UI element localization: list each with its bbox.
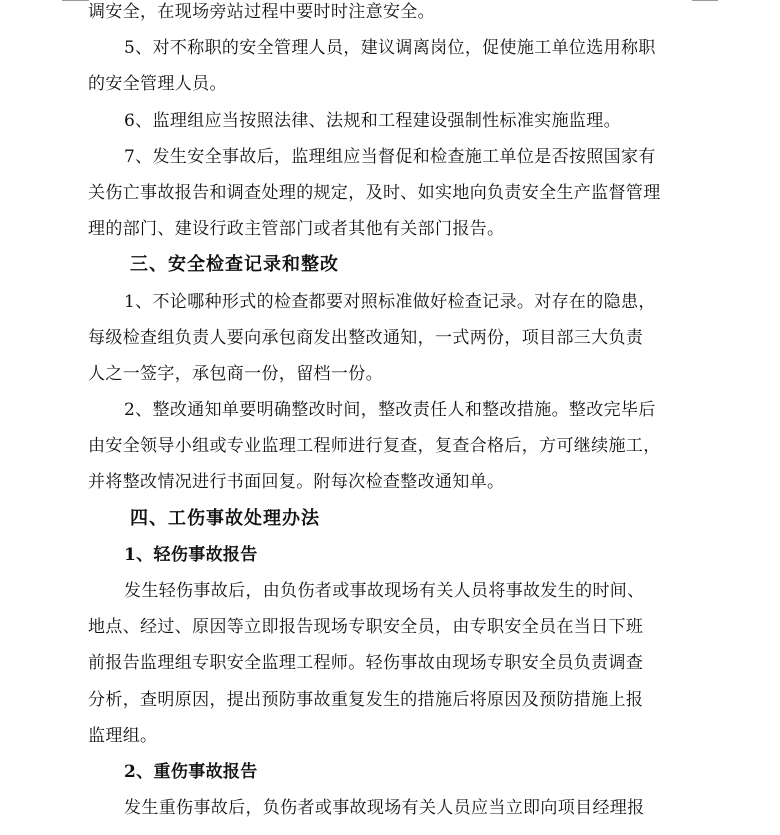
paragraph-minor-injury-line-3: 前报告监理组专职安全监理工程师。轻伤事故由现场专职安全员负责调查 <box>88 653 644 674</box>
section-heading-3: 三、安全检查记录和整改 <box>130 254 339 276</box>
document-body <box>88 0 696 826</box>
paragraph-check-1-line-3: 人之一签字，承包商一份，留档一份。 <box>88 363 383 384</box>
paragraph-continuation-line: 调安全，在现场旁站过程中要时时注意安全。 <box>88 2 435 22</box>
margin-mark-left <box>62 0 88 1</box>
paragraph-minor-injury-line-2: 地点、经过、原因等立即报告现场专职安全员，由专职安全员在当日下班 <box>88 617 644 638</box>
subheading-minor-injury: 1、轻伤事故报告 <box>124 544 258 565</box>
paragraph-item-7-line-2: 关伤亡事故报告和调查处理的规定，及时、如实地向负责安全生产监督管理 <box>88 182 661 203</box>
paragraph-check-1-line-1: 1、不论哪种形式的检查都要对照标准做好检查记录。对存在的隐患， <box>124 291 656 312</box>
paragraph-minor-injury-line-5: 监理组。 <box>88 725 158 746</box>
paragraph-item-5-line-1: 5、对不称职的安全管理人员，建议调离岗位，促使施工单位选用称职 <box>124 38 656 59</box>
paragraph-check-2-line-2: 由安全领导小组或专业监理工程师进行复查，复查合格后，方可继续施工， <box>88 436 661 457</box>
paragraph-check-2-line-1: 2、整改通知单要明确整改时间，整改责任人和整改措施。整改完毕后 <box>124 400 656 421</box>
subheading-serious-injury: 2、重伤事故报告 <box>124 761 258 782</box>
paragraph-serious-injury-line-1: 发生重伤事故后，负伤者或事故现场有关人员应当立即向项目经理报 <box>124 798 645 819</box>
paragraph-item-7-line-3: 理的部门、建设行政主管部门或者其他有关部门报告。 <box>88 219 505 240</box>
paragraph-item-7-line-1: 7、发生安全事故后，监理组应当督促和检查施工单位是否按照国家有 <box>124 146 656 167</box>
paragraph-item-5-line-2: 的安全管理人员。 <box>88 74 227 95</box>
paragraph-check-1-line-2: 每级检查组负责人要向承包商发出整改通知，一式两份，项目部三大负责 <box>88 327 644 348</box>
section-heading-4: 四、工伤事故处理办法 <box>130 507 320 529</box>
paragraph-minor-injury-line-1: 发生轻伤事故后，由负伤者或事故现场有关人员将事故发生的时间、 <box>124 581 645 601</box>
paragraph-item-6-line-1: 6、监理组应当按照法律、法规和工程建设强制性标准实施监理。 <box>124 110 621 131</box>
paragraph-check-2-line-3: 并将整改情况进行书面回复。附每次检查整改通知单。 <box>88 472 505 493</box>
paragraph-minor-injury-line-4: 分析，查明原因，提出预防事故重复发生的措施后将原因及预防措施上报 <box>88 689 644 710</box>
